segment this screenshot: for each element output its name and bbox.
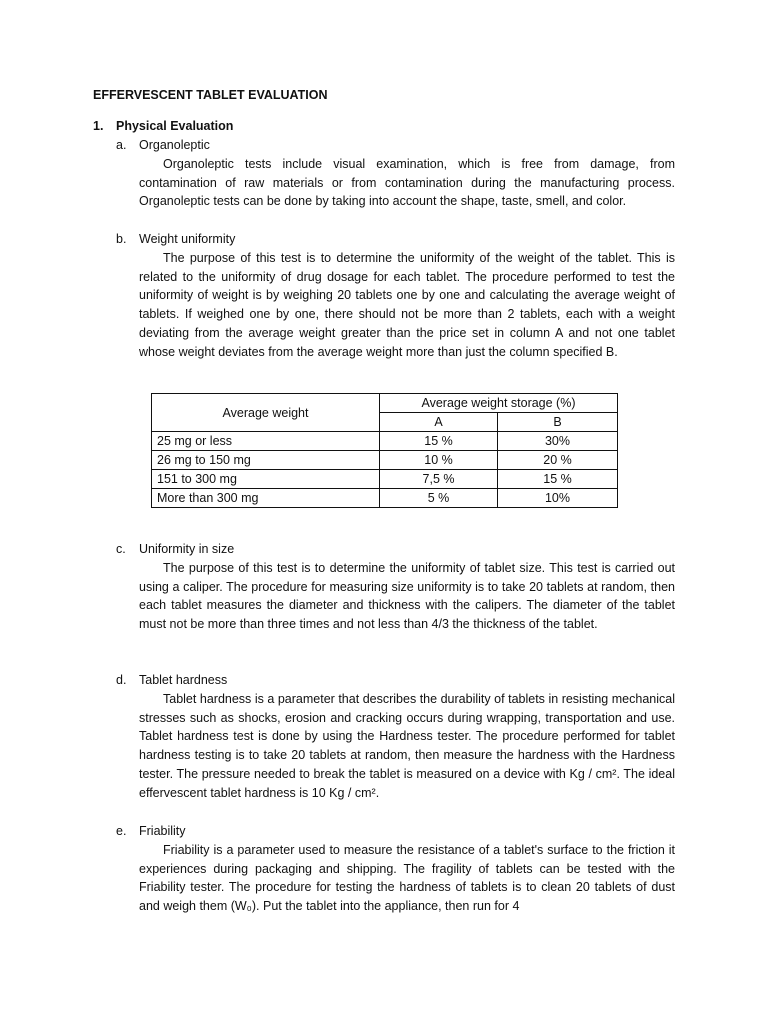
subsection-d-paragraph: Tablet hardness is a parameter that describes the durability of tablets in resisting mechanical stresses such as shocks, erosion and cracking occurs during wrapping, transportation and use. Tablet hardness test is done by using the Hardness tester. The procedure performed for tablet hardness testing is to take 20 tablets at random, then measure the hardness with the Hardness tester. The pressure needed to break the tablet is measured on a device with Kg / cm². The ideal effervescent tablet hardness is 10 Kg / cm². (139, 692, 675, 800)
section-title: Physical Evaluation (116, 119, 234, 133)
header-b: B (498, 413, 618, 432)
table-row: More than 300 mg 5 % 10% (152, 489, 618, 508)
header-average-weight: Average weight (152, 394, 380, 432)
header-a: A (380, 413, 498, 432)
subsection-a-heading (116, 138, 210, 152)
subsection-letter: b. (116, 232, 127, 246)
subsection-b-paragraph: The purpose of this test is to determine the uniformity of the weight of the tablet. This is related to the uniformity of drug dosage for each tablet. The procedure performed to test the uniformity of weight is by weighing 20 tablets one by one and calculating the average weight of tablets. If weighed one by one, there should not be more than 2 tablets, each with a weight deviating from the average weight greater than the price set in column A and not one tablet whose weight deviates from the average weight more than just the column specified B. (139, 251, 675, 359)
subsection-letter: d. (116, 673, 127, 687)
subsection-b-heading (116, 232, 235, 246)
subsection-title: Friability (139, 824, 186, 838)
subsection-title: Uniformity in size (139, 542, 235, 556)
table-row: 151 to 300 mg 7,5 % 15 % (152, 470, 618, 489)
section-number: 1. (93, 119, 104, 133)
subsection-e-heading (116, 824, 186, 838)
subsection-title: Tablet hardness (139, 673, 228, 687)
subsection-c-heading (116, 542, 234, 556)
document-title: EFFERVESCENT TABLET EVALUATION (93, 88, 328, 102)
subsection-e-paragraph: Friability is a parameter used to measure the resistance of a tablet's surface to the friction it experiences during packaging and shipping. The fragility of tablets can be tested with the Friability tester. The procedure for testing the hardness of tablets is to clean 20 tablets of dust and weigh them (W₀). Put the tablet into the appliance, then run for 4 (139, 843, 675, 914)
subsection-title: Organoleptic (139, 138, 210, 152)
subsection-a-paragraph: Organoleptic tests include visual examination, which is free from damage, from contamination of raw materials or from contamination during the manufacturing process. Organoleptic tests can be done by taking into account the shape, taste, smell, and color. (139, 157, 675, 209)
table-row: 25 mg or less 15 % 30% (152, 432, 618, 451)
header-storage: Average weight storage (%) (380, 394, 618, 413)
table-row: 26 mg to 150 mg 10 % 20 % (152, 451, 618, 470)
subsection-c-paragraph: The purpose of this test is to determine the uniformity of tablet size. This test is carried out using a caliper. The procedure for measuring size uniformity is to take 20 tablets at random, then each tablet measures the diameter and thickness with the calipers. The diameter of the tablet must not be more than three times and not less than 4/3 the thickness of the tablet. (139, 561, 675, 632)
section-heading (93, 119, 233, 133)
subsection-title: Weight uniformity (139, 232, 236, 246)
subsection-letter: a. (116, 138, 127, 152)
subsection-letter: e. (116, 824, 127, 838)
subsection-letter: c. (116, 542, 126, 556)
weight-table (151, 393, 618, 508)
subsection-d-heading (116, 673, 227, 687)
